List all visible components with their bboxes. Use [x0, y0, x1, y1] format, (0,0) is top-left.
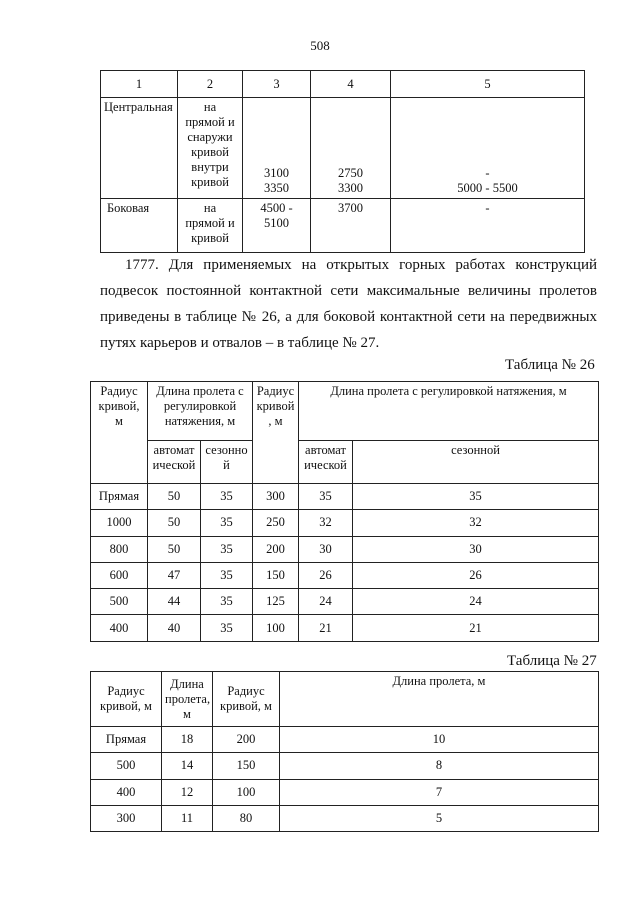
table-cell: 800 [91, 536, 148, 562]
table-cell: 600 [91, 562, 148, 588]
table-cell: 100 [253, 615, 299, 641]
table-continuation [100, 70, 585, 253]
paragraph-line: 1777. Для применяемых на открытых горных работах конструкций [125, 257, 597, 273]
table-cell: 200 [213, 727, 280, 753]
table-cell: 250 [253, 510, 299, 536]
table-27-caption: Таблица № 27 [507, 653, 597, 669]
table-cell: 50 [148, 484, 201, 510]
table-cell: 150 [253, 562, 299, 588]
table-cell: 400 [91, 615, 148, 641]
table-row [101, 98, 585, 199]
table-cell: - 5000 - 5500 [391, 98, 585, 199]
table-cell: Прямая [91, 727, 162, 753]
table-cell: 18 [162, 727, 213, 753]
table-cell: 3100 3350 [243, 98, 311, 199]
header-cell: Радиус кривой, м [91, 382, 148, 484]
paragraph-1777 [100, 252, 597, 356]
table-row [91, 562, 599, 588]
header-cell: 3 [243, 71, 311, 98]
header-cell: Радиус кривой, м [213, 672, 280, 727]
header-cell: автомат ической [148, 441, 201, 484]
header-cell: сезонной [353, 441, 599, 484]
table-cell: на прямой и кривой [178, 199, 243, 253]
table-cell: Прямая [91, 484, 148, 510]
table-cell: 47 [148, 562, 201, 588]
paragraph-line: путях карьеров и отвалов – в таблице № 27. [100, 335, 380, 351]
table-row [91, 615, 599, 641]
table-cell: 300 [253, 484, 299, 510]
table-cell: 35 [201, 484, 253, 510]
table-26 [90, 381, 599, 642]
table-cell: Центральная [101, 98, 178, 199]
table-row [91, 727, 599, 753]
header-cell: Радиус кривой, м [91, 672, 162, 727]
table-cell: 500 [91, 753, 162, 779]
table-cell: 4500 - 5100 [243, 199, 311, 253]
table-row [91, 753, 599, 779]
table-cell: 35 [201, 536, 253, 562]
table-cell: 32 [299, 510, 353, 536]
table-cell: 26 [299, 562, 353, 588]
table-cell: 500 [91, 589, 148, 615]
table-cell: 7 [280, 779, 599, 805]
header-cell: 5 [391, 71, 585, 98]
paragraph-line: приведены в таблице № 26, а для боковой контактной сети на передвижных [100, 309, 597, 325]
table-cell: 11 [162, 805, 213, 831]
table-row [91, 779, 599, 805]
table-cell: 40 [148, 615, 201, 641]
table-cell: 50 [148, 536, 201, 562]
table-cell: 35 [201, 510, 253, 536]
table-cell: 1000 [91, 510, 148, 536]
table-cell: 300 [91, 805, 162, 831]
table-row [91, 484, 599, 510]
table-cell: 14 [162, 753, 213, 779]
table-cell: 100 [213, 779, 280, 805]
header-cell: Радиус кривой , м [253, 382, 299, 484]
table-cell: на прямой и снаружи кривой внутри кривой [178, 98, 243, 199]
table-cell: 21 [353, 615, 599, 641]
table-cell: 150 [213, 753, 280, 779]
table-cell: 2750 3300 [311, 98, 391, 199]
table-cell: 50 [148, 510, 201, 536]
table-cell: 80 [213, 805, 280, 831]
header-cell: Длина пролета с регулировкой натяжения, м [299, 382, 599, 441]
header-cell: сезонно й [201, 441, 253, 484]
table-cell: 30 [299, 536, 353, 562]
table-cell: 5 [280, 805, 599, 831]
table-26-caption: Таблица № 26 [505, 357, 595, 373]
table-cell: 35 [201, 589, 253, 615]
header-cell: Длина пролета, м [162, 672, 213, 727]
table-27 [90, 671, 599, 832]
table-cell: 35 [299, 484, 353, 510]
table-row [91, 536, 599, 562]
table-cell: 30 [353, 536, 599, 562]
header-cell: 1 [101, 71, 178, 98]
table-cell: 44 [148, 589, 201, 615]
header-cell: Длина пролета с регулировкой натяжения, м [148, 382, 253, 441]
table-cell: 12 [162, 779, 213, 805]
table-cell: 3700 [311, 199, 391, 253]
table-cell: 24 [353, 589, 599, 615]
header-cell: 2 [178, 71, 243, 98]
table-cell: 200 [253, 536, 299, 562]
table-cell: 21 [299, 615, 353, 641]
page-number: 508 [310, 38, 330, 53]
table-cell: 35 [353, 484, 599, 510]
table-cell: 125 [253, 589, 299, 615]
table-cell: 26 [353, 562, 599, 588]
table-cell: Боковая [101, 199, 178, 253]
table-cell: 32 [353, 510, 599, 536]
header-cell: Длина пролета, м [280, 672, 599, 727]
table-cell: 35 [201, 562, 253, 588]
table-row [101, 199, 585, 253]
table-cell: - [391, 199, 585, 253]
table-row [91, 589, 599, 615]
table-cell: 8 [280, 753, 599, 779]
header-cell: 4 [311, 71, 391, 98]
table-cell: 400 [91, 779, 162, 805]
table-cell: 35 [201, 615, 253, 641]
paragraph-line: подвесок постоянной контактной сети максимальные величины пролетов [100, 283, 597, 299]
table-row [91, 805, 599, 831]
table-row [91, 510, 599, 536]
table-cell: 10 [280, 727, 599, 753]
table-cell: 24 [299, 589, 353, 615]
header-cell: автомат ической [299, 441, 353, 484]
